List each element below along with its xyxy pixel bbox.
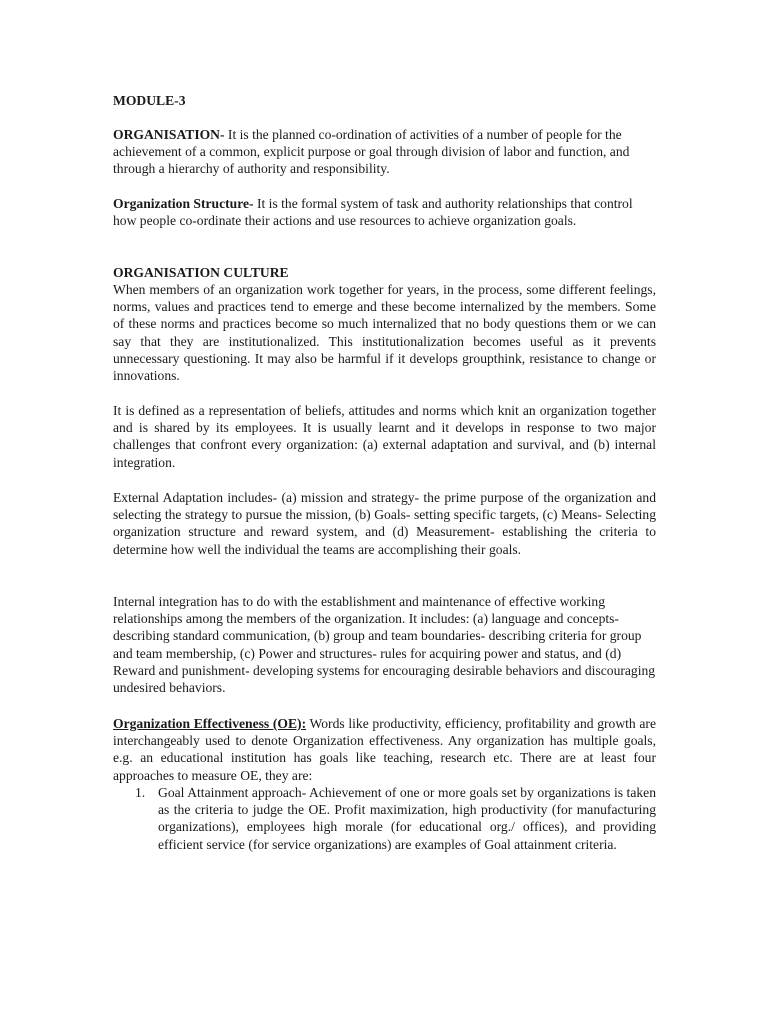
list-item-number: 1. bbox=[135, 785, 146, 800]
list-item-text: Goal Attainment approach- Achievement of one or more goals set by organizations is taken as the criteria to judge the OE. Profit maximization, high productivity (for manufacturing organizations), employees high morale (for educational org./ offices), and providing efficient service (for service organizations) are examples of Goal attainment criteria. bbox=[158, 785, 656, 852]
effectiveness-paragraph bbox=[113, 715, 656, 784]
list-item bbox=[135, 784, 656, 853]
structure-paragraph bbox=[113, 195, 656, 229]
culture-paragraph-4: Internal integration has to do with the establishment and maintenance of effective working relationships among the members of the organization. It includes: (a) language and concepts- describing standard communication, (b) group and team boundaries- describing criteria for group and team membership, (c) Power and structures- rules for acquiring power and status, and (d) Reward and punishment- developing systems for encouraging desirable behaviors and discouraging undesired behaviors. bbox=[113, 594, 656, 696]
organisation-term: ORGANISATION- bbox=[113, 127, 225, 142]
culture-paragraph-3: External Adaptation includes- (a) mission and strategy- the prime purpose of the organization and selecting the strategy to pursue the mission, (b) Goals- setting specific targets, (c) Means- Selecting organization structure and reward system, and (d) Measurement- establishing the criteria to determine how well the individual the teams are accomplishing their goals. bbox=[113, 490, 656, 557]
module-title: MODULE-3 bbox=[113, 93, 186, 108]
culture-heading: ORGANISATION CULTURE bbox=[113, 265, 289, 280]
organisation-definition: It is the planned co-ordination of activities of a number of people for the achievement of a common, explicit purpose or goal through division of labor and function, and through a hierarchy of authority and responsibility. bbox=[113, 127, 630, 177]
structure-term: Organization Structure- bbox=[113, 196, 254, 211]
effectiveness-text: Words like productivity, efficiency, profitability and growth are interchangeably used to denote Organization effectiveness. Any organization has multiple goals, e.g. an educational institution has goals like teaching, research etc. There are at least four approaches to measure OE, they are: bbox=[113, 716, 656, 783]
culture-paragraph-1: When members of an organization work together for years, in the process, some different feelings, norms, values and practices tend to emerge and these become internalized by the members. Some of these norms and practices become so much internalized that no body questions them or we can say that they are institutionalized. This institutionalization becomes useful as it prevents unnecessary questioning. It may also be harmful if it develops groupthink, resistance to change or innovations. bbox=[113, 282, 656, 384]
effectiveness-term: Organization Effectiveness (OE): bbox=[113, 716, 307, 731]
organisation-paragraph bbox=[113, 126, 656, 178]
culture-paragraph-2: It is defined as a representation of beliefs, attitudes and norms which knit an organization together and is shared by its employees. It is usually learnt and it develops in response to two major challenges that confront every organization: (a) external adaptation and survival, and (b) internal integration. bbox=[113, 403, 656, 470]
structure-definition: It is the formal system of task and authority relationships that control how people co-ordinate their actions and use resources to achieve organization goals. bbox=[113, 196, 633, 229]
